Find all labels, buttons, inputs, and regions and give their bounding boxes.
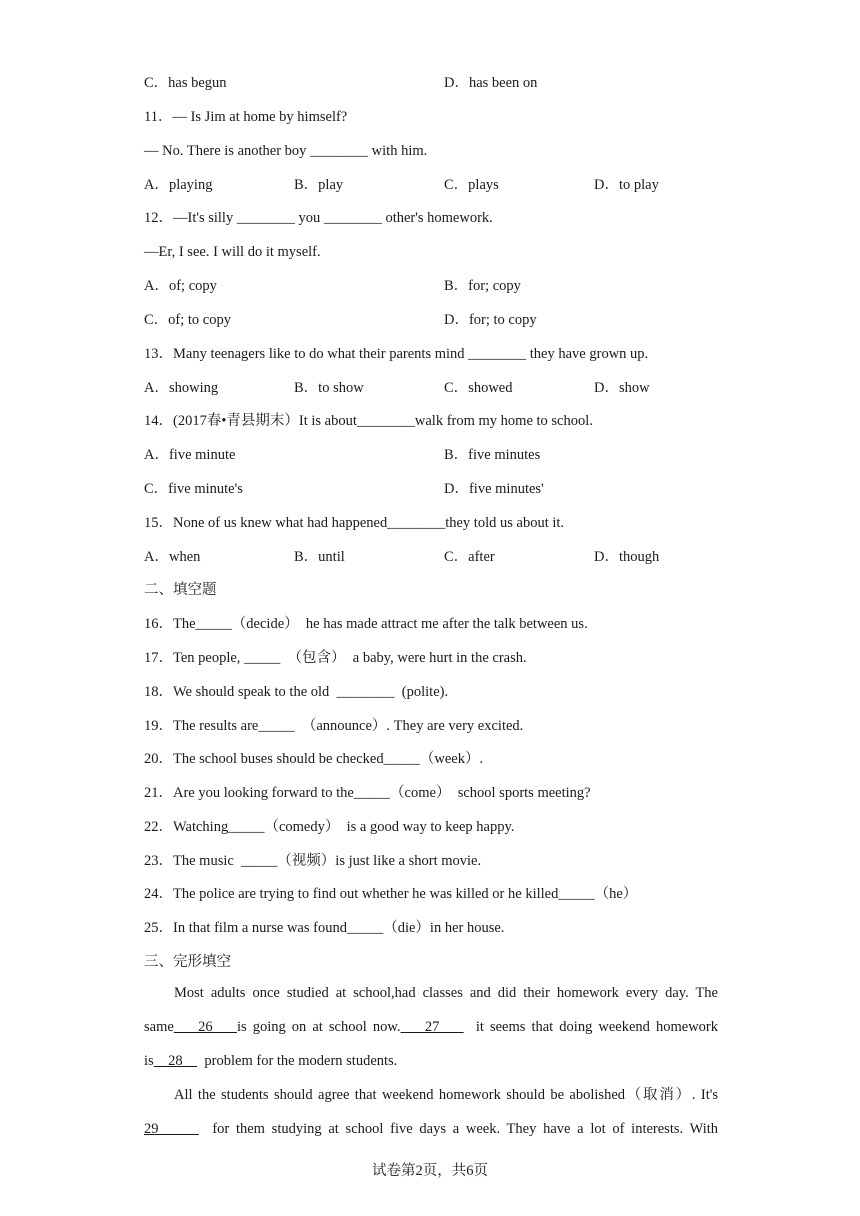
fill-question-20: 20．The school buses should be checked_____（week）. xyxy=(144,751,484,767)
q13-option-a: A．showing xyxy=(144,380,219,396)
q11-option-c: C．plays xyxy=(444,177,499,193)
section-3-heading: 三、完形填空 xyxy=(144,954,231,970)
fill-question-23: 23．The music _____（视频）is just like a short movie. xyxy=(144,853,482,869)
cloze-text: problem for the modern students. xyxy=(197,1053,398,1069)
q12-option-d: D．for; to copy xyxy=(444,312,537,328)
q12-option-a: A．of; copy xyxy=(144,278,217,294)
cloze-blank-28: 28 xyxy=(153,1053,198,1069)
q15-option-b: B．until xyxy=(294,549,345,565)
cloze-blank-26: 26 xyxy=(173,1019,237,1035)
cloze-p1-line2 xyxy=(144,1010,718,1044)
q13-option-c: C．showed xyxy=(444,380,513,396)
fill-question-25: 25．In that film a nurse was found_____（die）in her house. xyxy=(144,920,505,936)
q15-option-c: C．after xyxy=(444,549,495,565)
cloze-p1-line3 xyxy=(144,1044,718,1078)
q12-option-c: C．of; to copy xyxy=(144,312,231,328)
q14-option-d: D．five minutes' xyxy=(444,481,544,497)
fill-question-16: 16．The_____（decide） he has made attract me after the talk between us. xyxy=(144,616,588,632)
q11-stem: 11．— Is Jim at home by himself? xyxy=(144,109,348,125)
fill-question-19: 19．The results are_____ （announce）. They are very excited. xyxy=(144,718,524,734)
q13-option-d: D．show xyxy=(594,380,650,396)
cloze-text: is xyxy=(144,1053,154,1069)
q11-option-b: B．play xyxy=(294,177,344,193)
q12-stem: 12．—It's silly ________ you ________ other's homework. xyxy=(144,210,493,226)
q15-option-d: D．though xyxy=(594,549,660,565)
q10-option-d: D．has been on xyxy=(444,75,538,91)
cloze-text: is going on at school now. xyxy=(236,1019,401,1035)
fill-question-21: 21．Are you looking forward to the_____（come） school sports meeting? xyxy=(144,785,591,801)
cloze-p2-line1: All the students should agree that weekend homework should be abolished（取消）. It's xyxy=(174,1087,718,1103)
fill-question-18: 18．We should speak to the old ________ (polite). xyxy=(144,684,449,700)
page-footer: 试卷第2页，共6页 xyxy=(372,1163,488,1179)
section-2-heading: 二、填空题 xyxy=(144,582,217,598)
cloze-text: it seems that doing weekend homework xyxy=(463,1019,719,1035)
cloze-paragraph-2 xyxy=(144,1078,718,1146)
q12-line2: —Er, I see. I will do it myself. xyxy=(144,244,321,260)
cloze-p1-line1: Most adults once studied at school,had classes and did their homework every day. The xyxy=(174,985,718,1001)
q15-option-a: A．when xyxy=(144,549,201,565)
q12-option-b: B．for; copy xyxy=(444,278,521,294)
cloze-p2-line2 xyxy=(144,1112,718,1146)
cloze-text: for them studying at school five days a week. They have a lot of interests. With xyxy=(198,1121,719,1137)
q15-stem: 15．None of us knew what had happened________they told us about it. xyxy=(144,515,565,531)
fill-question-24: 24．The police are trying to find out whether he was killed or he killed_____（he） xyxy=(144,886,638,902)
q14-option-b: B．five minutes xyxy=(444,447,541,463)
fill-question-17: 17．Ten people, _____ （包含） a baby, were hurt in the crash. xyxy=(144,650,527,666)
cloze-blank-27: 27 xyxy=(400,1019,464,1035)
cloze-blank-29: 29 xyxy=(144,1121,199,1137)
cloze-paragraph-1 xyxy=(144,976,718,1078)
q14-option-c: C．five minute's xyxy=(144,481,243,497)
q11-option-a: A．playing xyxy=(144,177,213,193)
fill-question-22: 22．Watching_____（comedy） is a good way to keep happy. xyxy=(144,819,515,835)
q14-option-a: A．five minute xyxy=(144,447,236,463)
cloze-text: same xyxy=(144,1019,174,1035)
q10-option-c: C．has begun xyxy=(144,75,227,91)
q13-stem: 13．Many teenagers like to do what their parents mind ________ they have grown up. xyxy=(144,346,649,362)
q11-line2: — No. There is another boy ________ with him. xyxy=(144,143,428,159)
q11-option-d: D．to play xyxy=(594,177,659,193)
q13-option-b: B．to show xyxy=(294,380,364,396)
q14-stem: 14．(2017春•青县期末）It is about________walk from my home to school. xyxy=(144,413,593,429)
